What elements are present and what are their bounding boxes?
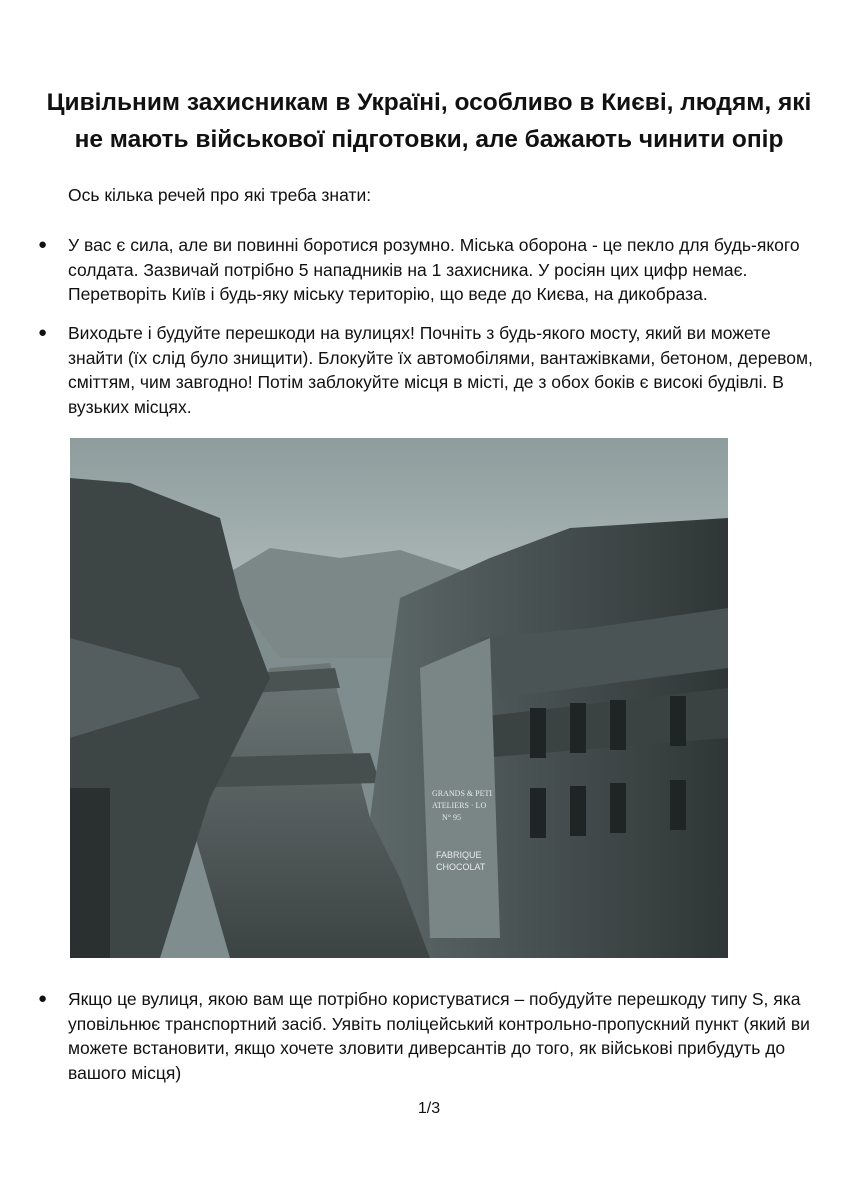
bullet-dot: ● xyxy=(38,324,48,341)
bullet-text-1: У вас є сила, але ви повинні боротися розумно. Міська оборона - це пекло для будь-якого солдата. Зазвичай потрібно 5 нападників на 1 захисника. У росіян цих цифр немає. Перетворіть Київ і будь-яку міську територію, що веде до Києва, на дикобраза. xyxy=(68,235,800,304)
bullet-dot: ● xyxy=(38,990,48,1007)
bullet-item-2 xyxy=(38,321,828,419)
document-title: Цивільним захисникам в Україні, особливо в Києві, людям, які не мають військової підготовки, але бажають чинити опір xyxy=(46,89,812,153)
bullet-dot: ● xyxy=(38,236,48,253)
intro-text: Ось кілька речей про які треба знати: xyxy=(68,185,372,205)
sign-text-2: ATELIERS · LO xyxy=(432,801,487,810)
sign-chocolat: CHOCOLAT xyxy=(436,862,486,872)
sign-text-3: N° 95 xyxy=(442,813,461,822)
sign-text-1: GRANDS & PETI xyxy=(432,789,493,798)
bullet-text-2: Виходьте і будуйте перешкоди на вулицях! Почніть з будь-якого мосту, який ви можете знайти (їх слід було знищити). Блокуйте їх автомобілями, вантажівками, бетоном, деревом, сміттям, чим завгодно! Потім заблокуйте місця в місті, де з обох боків є високі будівлі. В вузьких місцях. xyxy=(68,323,813,417)
sign-fabrique: FABRIQUE xyxy=(436,850,482,860)
street-barricade-photo xyxy=(70,438,728,958)
bullet-text-3: Якщо це вулиця, якою вам ще потрібно користуватися – побудуйте перешкоду типу S, яка уповільнює транспортний засіб. Уявіть поліцейський контрольно-пропускний пункт (який ви можете встановити, якщо хочете зловити диверсантів до того, як військові прибудуть до вашого місця) xyxy=(68,989,810,1083)
page-number: 1/3 xyxy=(417,1100,441,1117)
bullet-item-3 xyxy=(38,987,828,1085)
bullet-item-1 xyxy=(38,233,828,307)
